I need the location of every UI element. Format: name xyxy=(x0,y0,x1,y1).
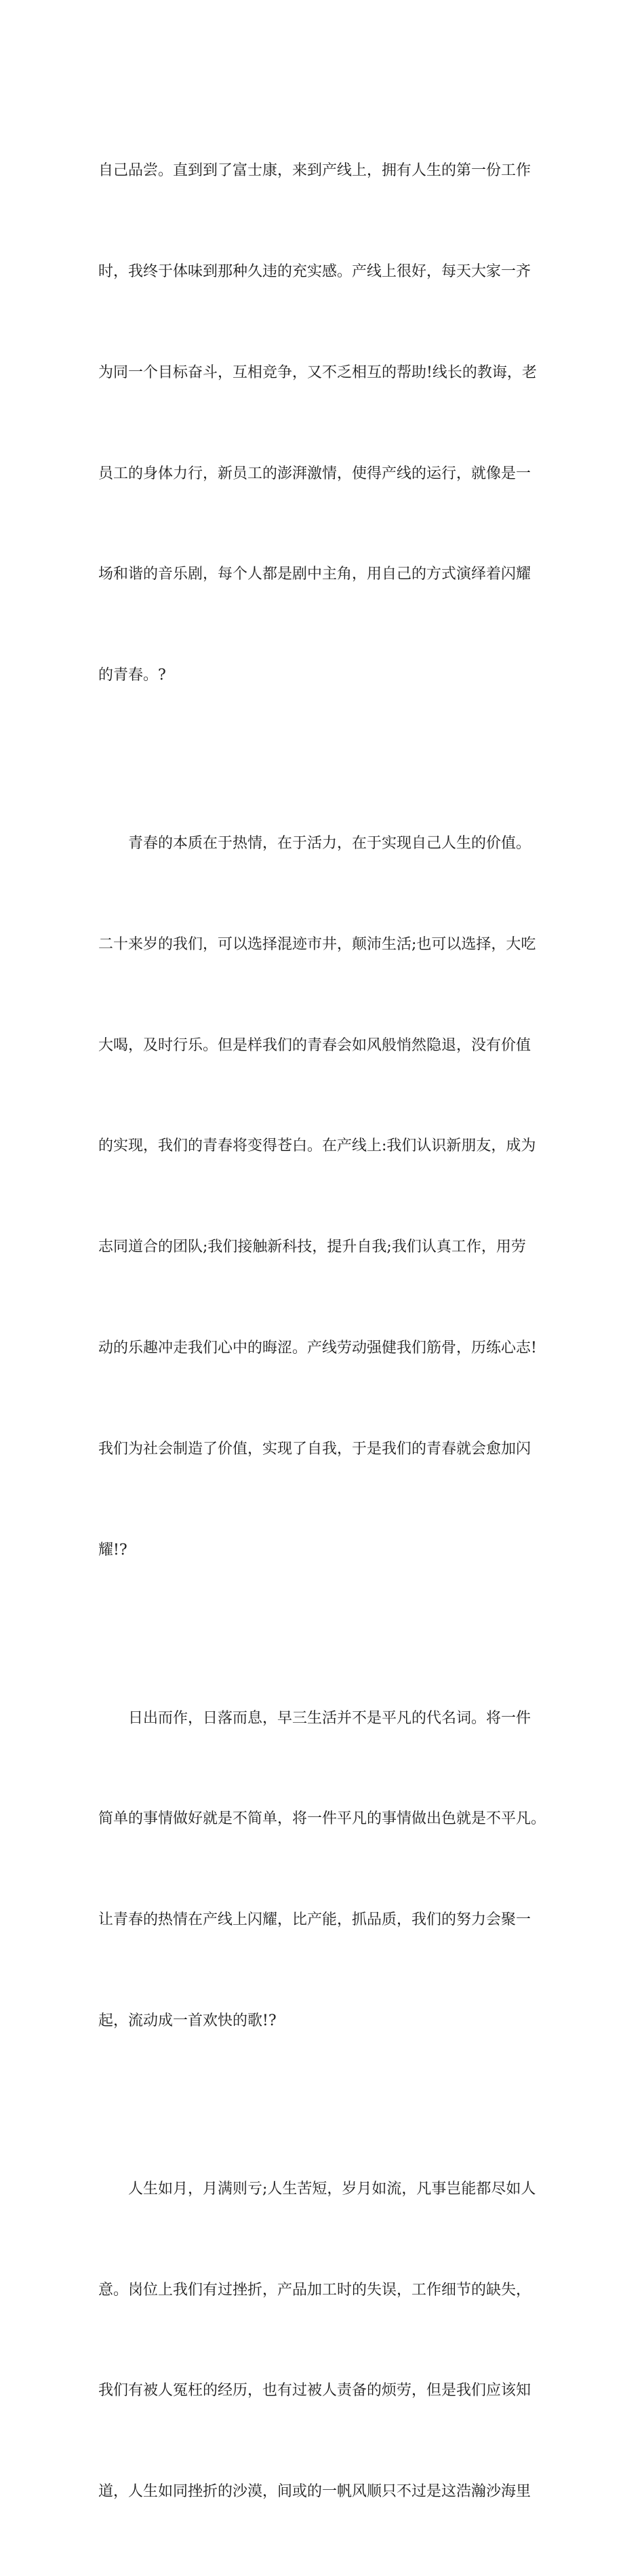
paragraph xyxy=(98,87,559,760)
text-line: 意。岗位上我们有过挫折，产品加工时的失误，工作细节的缺失， xyxy=(98,2281,531,2299)
text-line: 人生如月，月满则亏;人生苦短，岁月如流，凡事岂能都尽如人 xyxy=(128,2180,536,2198)
text-line: 耀!? xyxy=(98,1541,127,1559)
text-line: 自己品尝。直到到了富士康，来到产线上，拥有人生的第一份工作 xyxy=(98,162,531,180)
text-line: 道，人生如同挫折的沙漠，间或的一帆风顺只不过是这浩瀚沙海里 xyxy=(98,2483,531,2501)
text-line: 二十来岁的我们，可以选择混迹市井，颠沛生活;也可以选择，大吃 xyxy=(98,935,536,953)
text-line: 让青春的热情在产线上闪耀，比产能，抓品质，我们的努力会聚一 xyxy=(98,1911,531,1929)
text-line: 的青春。? xyxy=(98,667,166,684)
text-line: 时，我终于体味到那种久违的充实感。产线上很好，每天大家一齐 xyxy=(98,262,531,280)
paragraph xyxy=(98,2105,559,2576)
text-line: 青春的本质在于热情，在于活力，在于实现自己人生的价值。 xyxy=(128,835,531,853)
text-line: 大喝，及时行乐。但是样我们的青春会如风般悄然隐退，没有价值 xyxy=(98,1036,531,1054)
text-line: 动的乐趣冲走我们心中的晦涩。产线劳动强健我们筋骨，历练心志! xyxy=(98,1339,537,1357)
text-line: 的实现，我们的青春将变得苍白。在产线上:我们认识新朋友，成为 xyxy=(98,1137,536,1155)
document-body xyxy=(98,87,559,2576)
text-line: 为同一个目标奋斗，互相竞争，又不乏相互的帮助!线长的教诲，老 xyxy=(98,364,537,381)
paragraph xyxy=(98,760,559,1634)
text-line: 我们为社会制造了价值，实现了自我，于是我们的青春就会愈加闪 xyxy=(98,1440,531,1458)
text-line: 我们有被人冤枉的经历，也有过被人责备的烦劳，但是我们应该知 xyxy=(98,2382,531,2400)
text-line: 起，流动成一首欢快的歌!? xyxy=(98,2012,277,2029)
text-line: 志同道合的团队;我们接触新科技，提升自我;我们认真工作，用劳 xyxy=(98,1238,526,1256)
paragraph xyxy=(98,1634,559,2105)
text-line: 日出而作，日落而息，早三生活并不是平凡的代名词。将一件 xyxy=(128,1709,531,1727)
text-line: 员工的身体力行，新员工的澎湃激情，使得产线的运行，就像是一 xyxy=(98,465,531,482)
text-line: 场和谐的音乐剧，每个人都是剧中主角，用自己的方式演绎着闪耀 xyxy=(98,566,531,583)
text-line: 简单的事情做好就是不简单，将一件平凡的事情做出色就是不平凡。 xyxy=(98,1810,546,1828)
